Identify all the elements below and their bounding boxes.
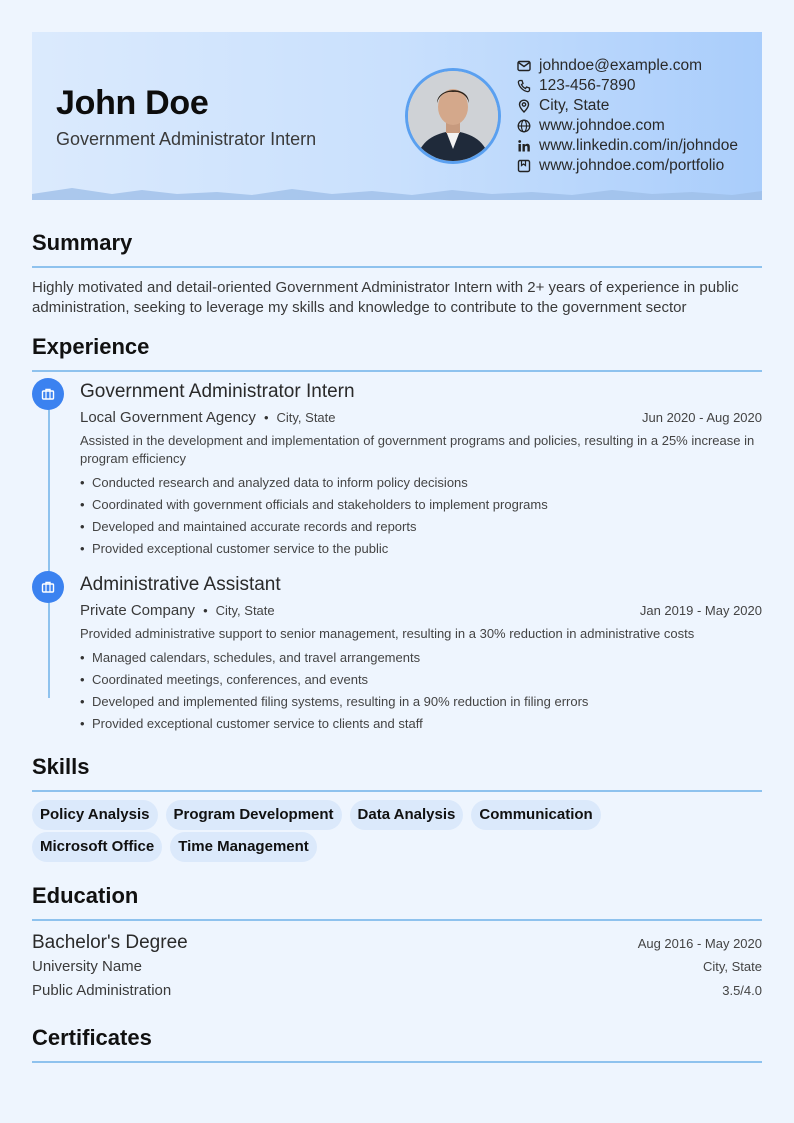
job-bullet: • Coordinated meetings, conferences, and events (80, 669, 762, 691)
skill-chip: Time Management (170, 832, 317, 862)
education-field-row (32, 982, 762, 1006)
contact-phone-text: 123-456-7890 (539, 77, 636, 94)
avatar (405, 68, 501, 164)
job-bullet: • Provided exceptional customer service to the public (80, 538, 762, 560)
avatar-photo (408, 71, 498, 161)
job-organization: Local Government Agency (80, 409, 256, 426)
education-heading: Education (32, 883, 762, 921)
location-icon (516, 98, 532, 114)
resume-page (32, 32, 762, 1050)
meta-separator: • (203, 603, 208, 618)
timeline-line (48, 392, 50, 698)
job-meta (80, 406, 762, 430)
job-bullet: • Developed and maintained accurate records and reports (80, 516, 762, 538)
contact-phone[interactable] (516, 76, 738, 96)
skills-heading: Skills (32, 754, 762, 792)
contact-portfolio[interactable] (516, 156, 738, 176)
linkedin-icon (516, 138, 532, 154)
skill-chip: Data Analysis (350, 800, 464, 830)
mail-icon (516, 58, 532, 74)
job-bullet: • Coordinated with government officials and stakeholders to implement programs (80, 494, 762, 516)
contact-location-text: City, State (539, 97, 610, 114)
education-section (32, 883, 762, 1006)
education-gpa: 3.5/4.0 (722, 983, 762, 998)
job-bullet: • Developed and implemented filing systems, resulting in a 90% reduction in filing errors (80, 691, 762, 713)
job-bullet: • Conducted research and analyzed data to inform policy decisions (80, 472, 762, 494)
education-location: City, State (702, 959, 762, 974)
summary-text: Highly motivated and detail-oriented Government Administrator Intern with 2+ years of experience in public administration, seeking to leverage my skills and knowledge to contribute to the government sector (32, 279, 739, 316)
briefcase-icon (32, 571, 64, 603)
contact-location (516, 96, 738, 116)
globe-icon (516, 118, 532, 134)
resume-header (32, 32, 762, 200)
education-school-row (32, 958, 762, 982)
candidate-name: John Doe (56, 84, 209, 122)
briefcase-icon (32, 378, 64, 410)
experience-heading: Experience (32, 334, 762, 372)
job-organization: Private Company (80, 602, 196, 619)
contact-linkedin[interactable] (516, 136, 738, 156)
contact-list (516, 56, 738, 176)
education-field: Public Administration (32, 982, 172, 999)
contact-website[interactable] (516, 116, 738, 136)
education-degree: Bachelor's Degree (32, 932, 188, 953)
contact-portfolio-text: www.johndoe.com/portfolio (539, 157, 725, 174)
education-degree-row (32, 932, 762, 958)
skill-chip: Policy Analysis (32, 800, 158, 830)
job-bullets (80, 472, 762, 560)
job-title: Administrative Assistant (80, 574, 281, 595)
job-description: Provided administrative support to senior management, resulting in a 30% reduction in administrative costs (80, 626, 695, 641)
contact-linkedin-text: www.linkedin.com/in/johndoe (539, 137, 739, 154)
summary-heading: Summary (32, 230, 762, 268)
certificates-heading: Certificates (32, 1025, 762, 1063)
job-bullet: • Provided exceptional customer service to clients and staff (80, 713, 762, 735)
job-date: Jun 2020 - Aug 2020 (642, 410, 762, 425)
education-date: Aug 2016 - May 2020 (637, 936, 762, 951)
skill-chip: Program Development (166, 800, 342, 830)
skills-section (32, 754, 762, 864)
contact-website-text: www.johndoe.com (539, 117, 665, 134)
job-bullet: • Managed calendars, schedules, and travel arrangements (80, 647, 762, 669)
job-description: Assisted in the development and implementation of government programs and policies, resulting in a 25% increase in program efficiency (80, 433, 755, 466)
skill-chips (32, 800, 732, 864)
contact-email[interactable] (516, 56, 738, 76)
education-school: University Name (32, 958, 143, 975)
certificates-section (32, 1025, 762, 1063)
summary-section (32, 230, 762, 318)
job-date: Jan 2019 - May 2020 (639, 603, 762, 618)
contact-email-text: johndoe@example.com (539, 57, 703, 74)
candidate-title: Government Administrator Intern (56, 129, 317, 149)
job-body (80, 571, 762, 735)
skill-chip: Communication (471, 800, 600, 830)
meta-separator: • (263, 410, 269, 425)
job-body (80, 378, 762, 560)
job-meta (80, 599, 762, 623)
portfolio-icon (516, 158, 532, 174)
phone-icon (516, 78, 532, 94)
job-title: Government Administrator Intern (80, 381, 355, 402)
skill-chip: Microsoft Office (32, 832, 162, 862)
job-bullets (80, 647, 762, 735)
experience-section (32, 334, 762, 731)
header-mountain-decoration (32, 184, 762, 200)
job-location: City, State (276, 410, 336, 425)
job-location: City, State (215, 603, 275, 618)
